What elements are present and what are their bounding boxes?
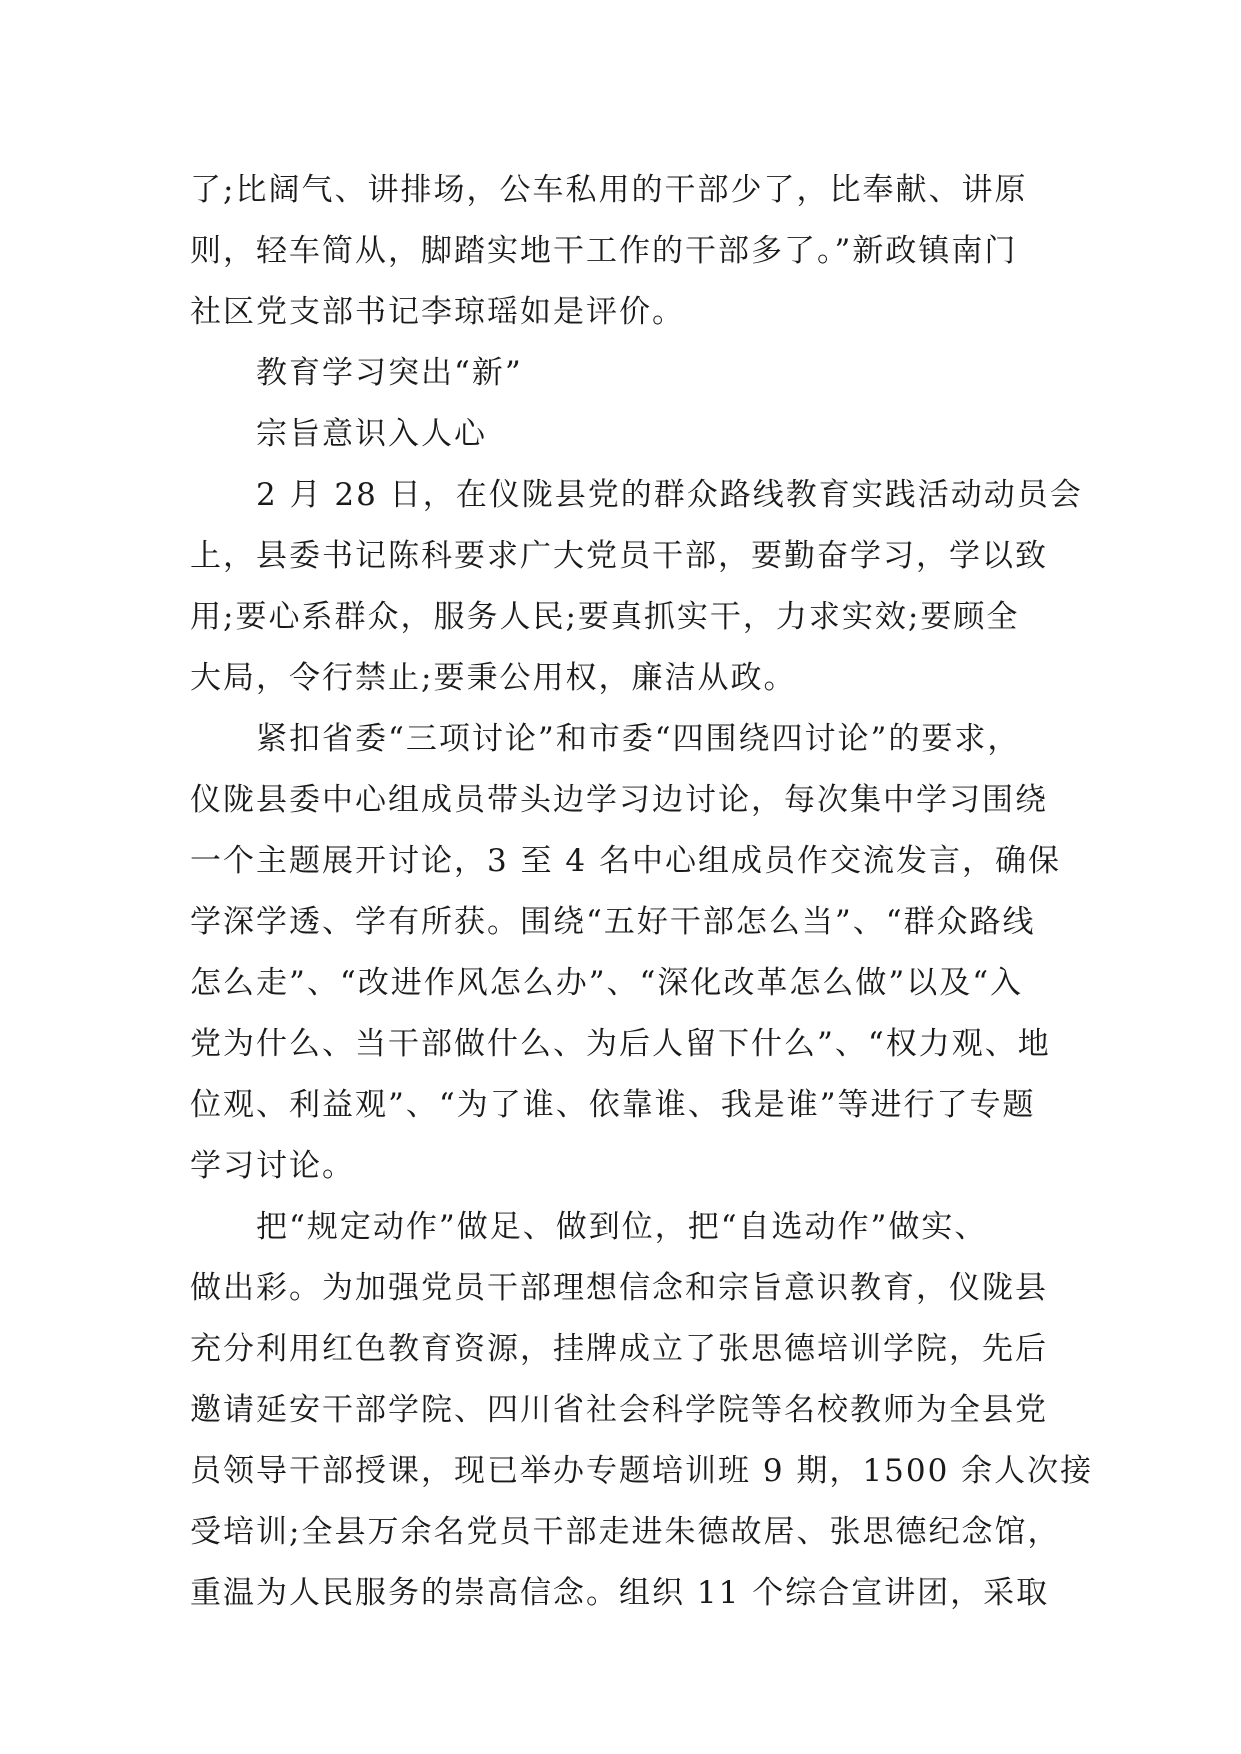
text-line: 怎么走”、“改进作风怎么办”、“深化改革怎么做”以及“入	[190, 965, 1024, 1001]
text-line: 学深学透、学有所获。围绕“五好干部怎么当”、“群众路线	[190, 904, 1036, 940]
document-page	[190, 160, 1094, 1624]
text-line: 受培训;全县万余名党员干部走进朱德故居、张思德纪念馆，	[190, 1514, 1061, 1550]
text-line: 做出彩。为加强党员干部理想信念和宗旨意识教育，仪陇县	[190, 1270, 1048, 1306]
text-line: 仪陇县委中心组成员带头边学习边讨论，每次集中学习围绕	[190, 782, 1048, 818]
text-line: 位观、利益观”、“为了谁、依靠谁、我是谁”等进行了专题	[190, 1087, 1036, 1123]
text-line: 则，轻车简从，脚踏实地干工作的干部多了。”新政镇南门	[190, 233, 1018, 269]
section-heading: 教育学习突出“新”	[190, 355, 523, 391]
text-line: 党为什么、当干部做什么、为后人留下什么”、“权力观、地	[190, 1026, 1051, 1062]
text-line: 紧扣省委“三项讨论”和市委“四围绕四讨论”的要求，	[190, 721, 1021, 757]
text-line: 社区党支部书记李琼瑶如是评价。	[190, 294, 685, 330]
section-subheading: 宗旨意识入人心	[190, 416, 487, 452]
text-line: 邀请延安干部学院、四川省社会科学院等名校教师为全县党	[190, 1392, 1048, 1428]
text-line: 大局，令行禁止;要秉公用权，廉洁从政。	[190, 660, 797, 696]
text-line: 重温为人民服务的崇高信念。组织 11 个综合宣讲团，采取	[190, 1575, 1050, 1611]
text-line: 员领导干部授课，现已举办专题培训班 9 期，1500 余人次接	[190, 1453, 1094, 1489]
text-line: 了;比阔气、讲排场，公车私用的干部少了，比奉献、讲原	[190, 172, 1028, 208]
text-line: 用;要心系群众，服务人民;要真抓实干，力求实效;要顾全	[190, 599, 1020, 635]
text-line: 充分利用红色教育资源，挂牌成立了张思德培训学院，先后	[190, 1331, 1048, 1367]
text-line: 把“规定动作”做足、做到位，把“自选动作”做实、	[190, 1209, 988, 1245]
text-line: 上，县委书记陈科要求广大党员干部，要勤奋学习，学以致	[190, 538, 1048, 574]
text-line: 2 月 28 日，在仪陇县党的群众路线教育实践活动动员会	[190, 477, 1083, 513]
text-line: 一个主题展开讨论，3 至 4 名中心组成员作交流发言，确保	[190, 843, 1062, 879]
text-line: 学习讨论。	[190, 1148, 355, 1184]
